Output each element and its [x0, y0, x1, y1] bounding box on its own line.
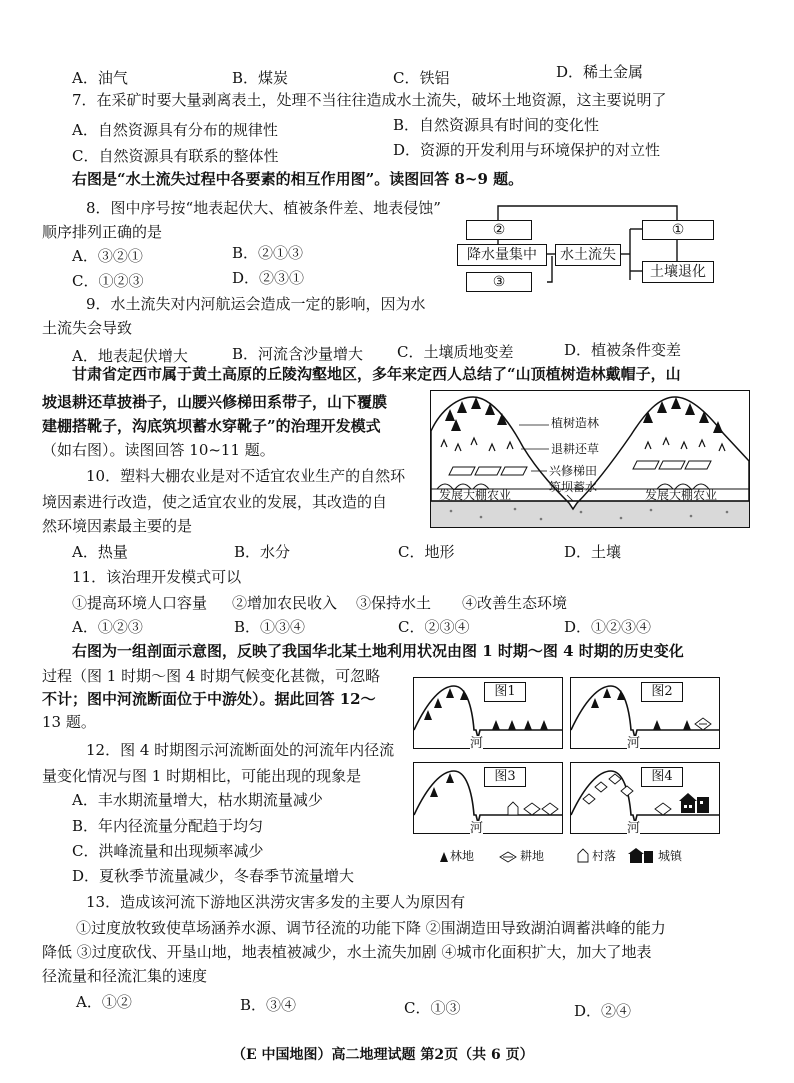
q13-line3: 径流量和径流汇集的速度: [42, 967, 208, 985]
q8-option-a: A．③②①: [72, 247, 143, 265]
flow-diagram: [452, 200, 722, 300]
q12-option-b: B．年内径流量分配趋于均匀: [72, 817, 264, 835]
q7-stem: 7．在采矿时要大量剥离表土，处理不当往往造成水土流失，破坏土地资源，这主要说明了: [72, 91, 667, 109]
page-footer: （E 中国地图）高二地理试题 第2页（共 6 页）: [232, 1047, 534, 1063]
q11-item-3: ③保持水土: [356, 594, 432, 612]
panel-3-label: 图3: [484, 767, 526, 787]
slope-label-dam: 筑坝蓄水: [549, 480, 598, 494]
q7-option-d: D．资源的开发利用与环境保护的对立性: [393, 141, 661, 159]
q11-option-a: A．①②③: [72, 618, 143, 636]
panel-1: [413, 677, 563, 749]
q13-stem: 13．造成该河流下游地区洪涝灾害多发的主要人为原因有: [86, 893, 466, 911]
panel-3-river: 河: [470, 821, 484, 836]
q9-option-c: C．土壤质地变差: [397, 343, 514, 361]
q8-stem-line2: 顺序排列正确的是: [42, 223, 163, 241]
q11-item-4: ④改善生态环境: [462, 594, 568, 612]
q13-option-d: D．②④: [574, 1002, 632, 1020]
q11-option-b: B．①③④: [234, 618, 306, 636]
q12-option-d: D．夏秋季节流量减少，冬春季节流量增大: [72, 867, 355, 885]
panel-3: [413, 762, 563, 834]
panel-4-river: 河: [627, 821, 641, 836]
q13-line1: ①过度放牧致使草场涵养水源、调节径流的功能下降 ②围湖造田导致湖泊调蓄洪峰的能力: [76, 919, 666, 937]
q9-stem-line2: 土流失会导致: [42, 319, 133, 337]
panel-1-river: 河: [470, 736, 484, 751]
q6-option-c: C．铁铝: [393, 69, 450, 87]
legend: [440, 846, 730, 868]
panel-1-label: 图1: [484, 682, 526, 702]
intro-10-11-line2: 坡退耕还草披褂子，山腰兴修梯田系带子，山下覆膜: [42, 393, 388, 411]
slope-label-greenhouse-right: 发展大棚农业: [645, 488, 718, 502]
q12-option-c: C．洪峰流量和出现频率减少: [72, 842, 264, 860]
q10-option-a: A．热量: [72, 543, 128, 561]
q10-option-b: B．水分: [234, 543, 291, 561]
legend-icons: [440, 846, 730, 868]
panel-4-label: 图4: [641, 767, 683, 787]
intro-10-11-line3: 建棚搭靴子，沟底筑坝蓄水穿靴子”的治理开发模式: [42, 417, 381, 435]
intro-12-13-line3: 不计；图中河流断面位于中游处）。据此回答 12～: [42, 690, 376, 708]
q11-option-d: D．①②③④: [564, 618, 652, 636]
q10-option-c: C．地形: [398, 543, 455, 561]
intro-12-13-line2: 过程（图 1 时期～图 4 时期气候变化甚微，可忽略: [42, 667, 381, 685]
q12-option-a: A．丰水期流量增大，枯水期流量减少: [72, 791, 323, 809]
flow-box-rain: 降水量集中: [457, 244, 547, 266]
slope-diagram-art: [431, 391, 749, 527]
slope-label-plant: 植树造林: [551, 416, 600, 430]
q13-line2: 降低 ③过度砍伐、开垦山地，地表植被减少，水土流失加剧 ④城市化面积扩大，加大了地表: [42, 943, 652, 961]
q9-stem-line1: 9．水土流失对内河航运会造成一定的影响，因为水: [86, 295, 426, 313]
flow-box-erosion: 水土流失: [555, 244, 621, 266]
q11-stem: 11．该治理开发模式可以: [72, 568, 242, 586]
panel-2-label: 图2: [641, 682, 683, 702]
q10-stem-line3: 然环境因素最主要的是: [42, 517, 193, 535]
flow-box-2: ②: [466, 220, 532, 240]
slope-diagram: [430, 390, 750, 528]
q6-option-a: A．油气: [72, 69, 128, 87]
legend-forest: 林地: [450, 849, 475, 863]
q6-option-d: D．稀土金属: [556, 63, 644, 81]
q9-option-d: D．植被条件变差: [564, 341, 682, 359]
q8-option-b: B．②①③: [232, 244, 304, 262]
flow-box-1: ①: [642, 220, 714, 240]
q8-stem-line1: 8．图中序号按“地表起伏大、植被条件差、地表侵蚀”: [86, 199, 441, 217]
legend-farmland: 耕地: [520, 849, 545, 863]
q8-option-c: C．①②③: [72, 272, 144, 290]
q13-option-c: C．①③: [404, 999, 461, 1017]
q11-item-1: ①提高环境人口容量: [72, 594, 208, 612]
intro-10-11-line4: （如右图）。读图回答 10~11 题。: [42, 441, 275, 459]
q13-option-b: B．③④: [240, 996, 297, 1014]
panel-4: [570, 762, 720, 834]
flow-box-soil: 土壤退化: [642, 261, 714, 283]
q10-option-d: D．土壤: [564, 543, 622, 561]
q6-option-b: B．煤炭: [232, 69, 289, 87]
intro-12-13-line4: 13 题。: [42, 713, 96, 731]
q9-option-b: B．河流含沙量增大: [232, 345, 364, 363]
q9-option-a: A．地表起伏增大: [72, 347, 188, 365]
intro-12-13-line1: 右图为一组剖面示意图，反映了我国华北某土地利用状况由图 1 时期～图 4 时期的历史变化: [72, 642, 684, 660]
q8-option-d: D．②③①: [232, 269, 305, 287]
q7-option-c: C．自然资源具有联系的整体性: [72, 147, 279, 165]
q13-option-a: A．①②: [76, 993, 132, 1011]
intro-8-9: 右图是“水土流失过程中各要素的相互作用图”。读图回答 8~9 题。: [72, 170, 524, 188]
q11-option-c: C．②③④: [398, 618, 470, 636]
q7-option-a: A．自然资源具有分布的规律性: [72, 121, 278, 139]
q12-stem-line1: 12．图 4 时期图示河流断面处的河流年内径流: [86, 741, 395, 759]
q12-stem-line2: 量变化情况与图 1 时期相比，可能出现的现象是: [42, 767, 362, 785]
slope-label-grass: 退耕还草: [551, 442, 600, 456]
legend-town: 城镇: [658, 849, 683, 863]
legend-village: 村落: [592, 849, 617, 863]
panel-2-river: 河: [627, 736, 641, 751]
intro-10-11-line1: 甘肃省定西市属于黄土高原的丘陵沟壑地区，多年来定西人总结了“山顶植树造林戴帽子，山: [72, 365, 681, 383]
q11-item-2: ②增加农民收入: [232, 594, 338, 612]
flow-box-3: ③: [466, 272, 532, 292]
panel-2: [570, 677, 720, 749]
slope-label-greenhouse-left: 发展大棚农业: [439, 488, 512, 502]
slope-label-terrace: 兴修梯田: [549, 464, 598, 478]
q10-stem-line2: 境因素进行改造，使之适宜农业的发展，其改造的自: [42, 493, 388, 511]
q7-option-b: B．自然资源具有时间的变化性: [393, 116, 600, 134]
q10-stem-line1: 10．塑料大棚农业是对不适宜农业生产的自然环: [86, 467, 406, 485]
